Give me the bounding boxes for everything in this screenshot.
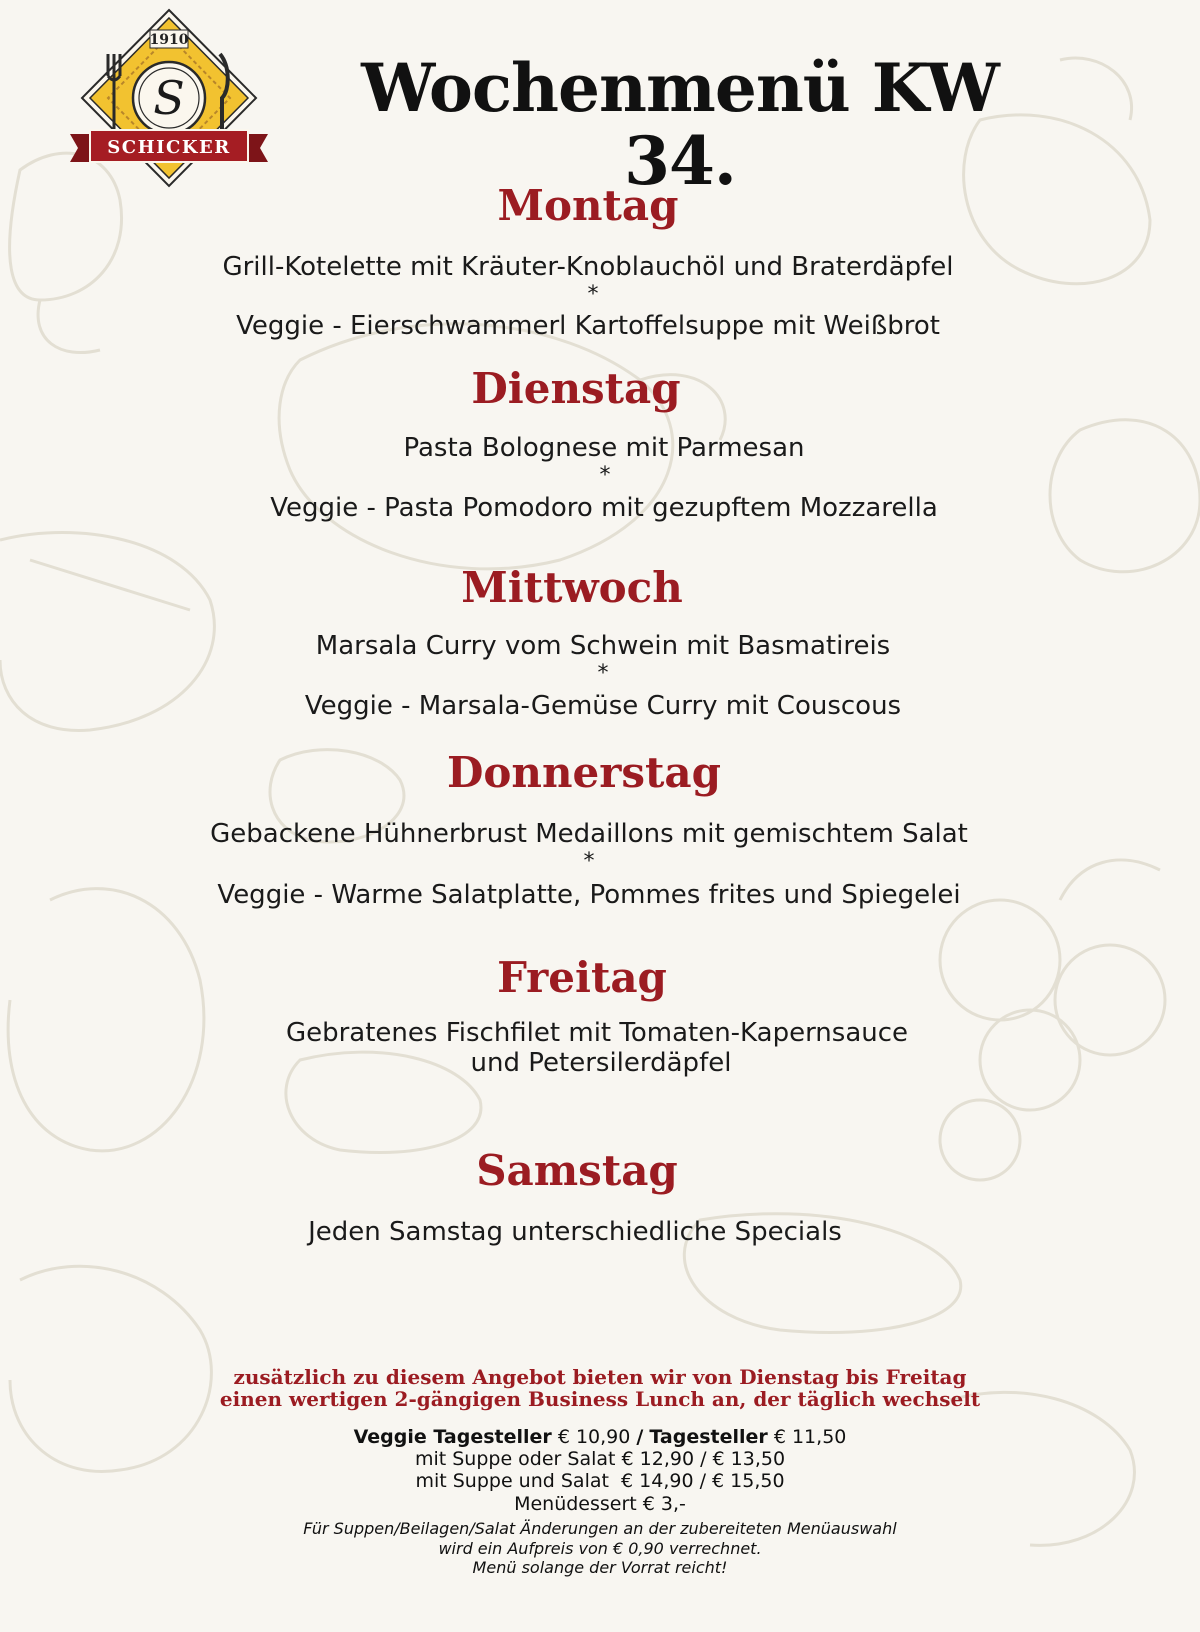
promo-line: zusätzlich zu diesem Angebot bieten wir von Dienstag bis Freitag <box>233 1365 967 1389</box>
dish-samstag: Jeden Samstag unterschiedliche Specials <box>308 1217 842 1247</box>
dish-freitag-line2: und Petersilerdäpfel <box>470 1048 732 1078</box>
price-line-dessert: Menüdessert € 3,- <box>514 1492 686 1515</box>
dish-dienstag-veggie: Veggie - Pasta Pomodoro mit gezupftem Mozzarella <box>270 493 938 523</box>
promo-line: einen wertigen 2-gängigen Business Lunch an, der täglich wechselt <box>219 1387 981 1412</box>
footnote <box>200 1519 1000 1578</box>
day-title-mittwoch: Mittwoch <box>461 563 683 612</box>
tagesteller-label: Tagesteller <box>649 1426 768 1448</box>
day-title-montag: Montag <box>497 181 679 230</box>
dish-dienstag-main: Pasta Bolognese mit Parmesan <box>403 433 805 463</box>
dish-separator: * <box>587 282 599 307</box>
tagesteller-price: € 11,50 <box>773 1426 847 1448</box>
price-list <box>200 1426 1000 1515</box>
dish-freitag-line1: Gebratenes Fischfilet mit Tomaten-Kapernsauce <box>285 1018 909 1048</box>
price-line-suppe-oder-salat: mit Suppe oder Salat € 12,90 / € 13,50 <box>414 1448 786 1471</box>
business-lunch-promo <box>150 1366 1050 1411</box>
footnote-line: wird ein Aufpreis von € 0,90 verrechnet. <box>438 1538 762 1558</box>
price-line-suppe-und-salat: mit Suppe und Salat € 14,90 / € 15,50 <box>415 1470 785 1493</box>
day-title-dienstag: Dienstag <box>471 364 681 413</box>
price-line-tagesteller <box>200 1426 1000 1448</box>
footnote-line: Für Suppen/Beilagen/Salat Änderungen an der zubereiteten Menüauswahl <box>303 1519 897 1538</box>
day-title-freitag: Freitag <box>497 953 667 1002</box>
page-title: Wochenmenü KW 34. <box>361 49 999 200</box>
logo-year: 1910 <box>149 32 189 48</box>
schicker-logo <box>66 6 272 192</box>
dish-montag-veggie: Veggie - Eierschwammerl Kartoffelsuppe mit Weißbrot <box>236 311 940 341</box>
dish-mittwoch-main: Marsala Curry vom Schwein mit Basmatireis <box>315 631 891 661</box>
price-divider: / <box>636 1426 644 1448</box>
dish-mittwoch-veggie: Veggie - Marsala-Gemüse Curry mit Couscous <box>304 691 902 721</box>
footnote-line: Menü solange der Vorrat reicht! <box>472 1558 728 1578</box>
dish-donnerstag-main: Gebackene Hühnerbrust Medaillons mit gemischtem Salat <box>210 819 968 849</box>
dish-montag-main: Grill-Kotelette mit Kräuter-Knoblauchöl und Braterdäpfel <box>222 252 954 282</box>
day-title-donnerstag: Donnerstag <box>447 748 721 797</box>
day-title-samstag: Samstag <box>476 1146 678 1195</box>
veggie-tagesteller-label: Veggie Tagesteller <box>353 1426 552 1448</box>
veggie-tagesteller-price: € 10,90 <box>557 1426 631 1448</box>
dish-separator: * <box>583 849 595 874</box>
logo-monogram: S <box>153 71 185 125</box>
dish-separator: * <box>599 463 611 488</box>
dish-separator: * <box>597 661 609 686</box>
logo-name: SCHICKER <box>107 137 231 158</box>
dish-donnerstag-veggie: Veggie - Warme Salatplatte, Pommes frites und Spiegelei <box>217 880 961 910</box>
